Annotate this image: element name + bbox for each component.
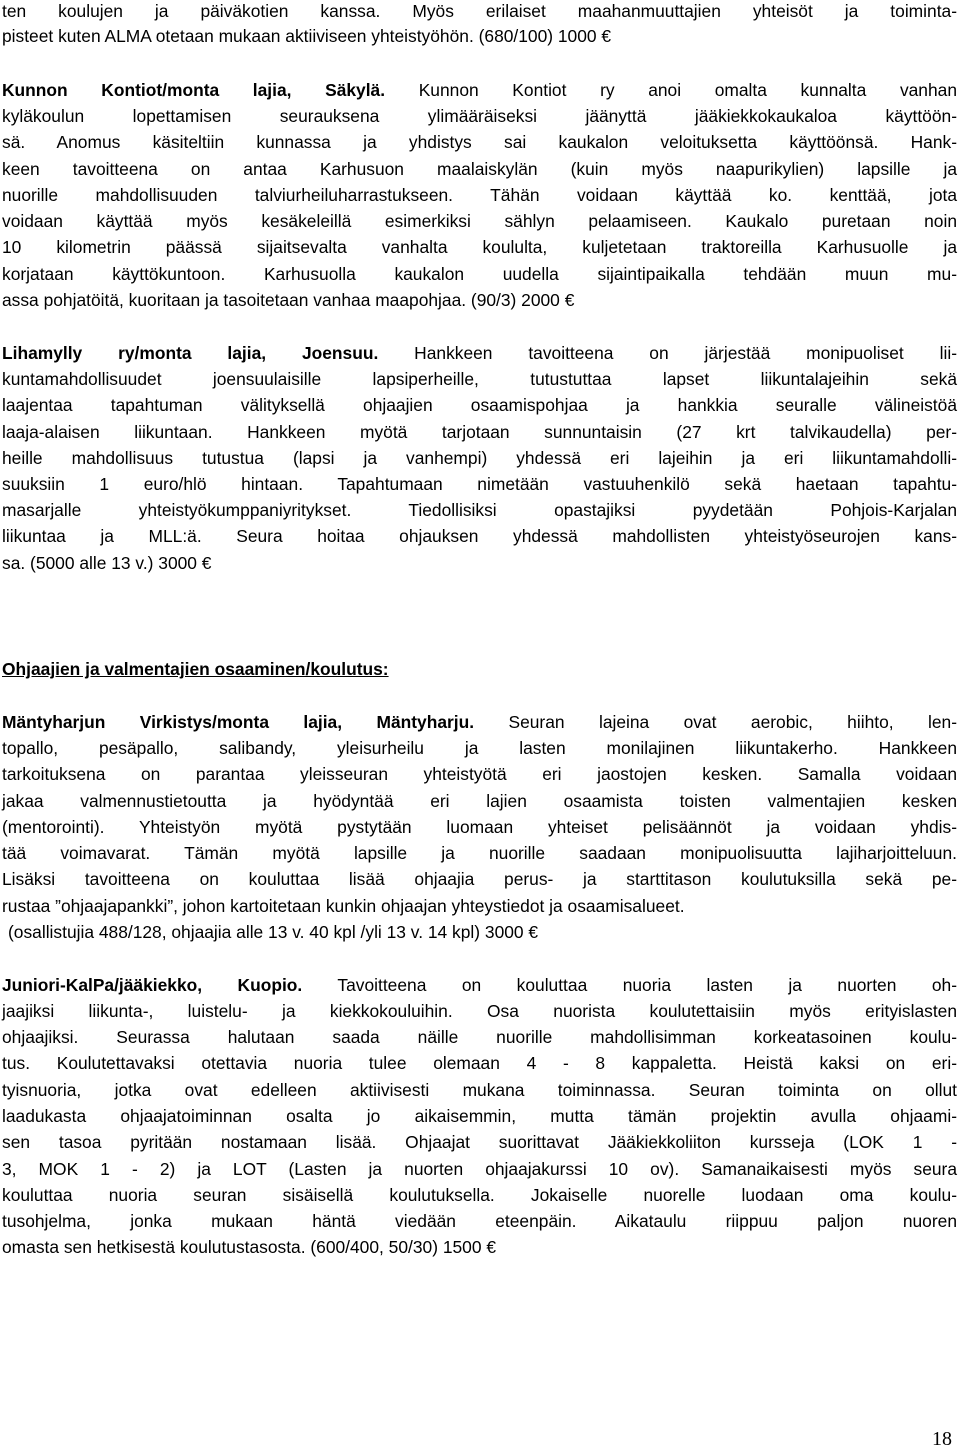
text-line: (osallistujia 488/128, ohjaajia alle 13 v. 40 kpl /yli 13 v. 14 kpl) 3000 € — [8, 922, 539, 942]
text-line: masarjalle yhteistyökumppaniyritykset. Tiedollisiksi opastajiksi pyydetään Pohjois-Karjalan — [2, 500, 957, 520]
text-line: omasta sen hetkisestä koulutustasosta. (600/400, 50/30) 1500 € — [2, 1237, 497, 1257]
text-line: jakaa valmennustietoutta ja hyödyntää eri lajien osaamista toisten valmentajien kesken — [2, 791, 957, 811]
text-line: tusohjelma, jonka mukaan häntä viedään eteenpäin. Aikataulu riippuu paljon nuoren — [2, 1211, 957, 1231]
text-line: liikuntaa ja MLL:ä. Seura hoitaa ohjauksen yhdessä mahdollisten yhteistyöseurojen kans- — [2, 526, 957, 546]
text-line: laajentaa tapahtuman välityksellä ohjaajien osaamispohjaa ja hankkia seuralle välineistöä — [2, 395, 957, 415]
text-line: kuntamahdollisuudet joensuulaisille lapsiperheille, tutustuttaa lapset liikuntalajeihin sekä — [2, 369, 957, 389]
text-line: kouluttaa nuoria seuran sisäisellä koulutuksella. Jokaiselle nuorelle luodaan oma koulu- — [2, 1185, 957, 1205]
text-line: (mentorointi). Yhteistyön myötä pystytään luomaan yhteiset pelisäännöt ja voidaan yhdis- — [2, 817, 957, 837]
text-line: suuksiin 1 euro/hlö hintaan. Tapahtumaan nimetään vastuuhenkilö sekä haetaan tapahtu- — [2, 474, 957, 494]
text-line: rustaa ”ohjaajapankki”, johon kartoitetaan kunkin ohjaajan yhteystiedot ja osaamisalueet. — [2, 896, 685, 916]
text-run: Hankkeen tavoitteena on järjestää monipuoliset lii- — [378, 343, 958, 363]
text-line: tus. Koulutettavaksi otettavia nuoria tulee olemaan 4 - 8 kappaletta. Heistä kaksi on eri- — [2, 1053, 957, 1073]
text-line — [2, 709, 957, 736]
text-line: topallo, pesäpallo, salibandy, yleisurheilu ja lasten monilajinen liikuntakerho. Hankkeen — [2, 738, 957, 758]
text-line: ohjaajiksi. Seurassa halutaan saada näille nuorille mahdollisimman korkeatasoinen koulu- — [2, 1027, 957, 1047]
text-line: kyläkoulun lopettamisen seurauksena ylimääräiseksi jäänyttä jääkiekkokaukaloa käyttöön- — [2, 106, 957, 126]
text-line: laadukasta ohjaajatoiminnan osalta jo aikaisemmin, mutta tämän projektin avulla ohjaami- — [2, 1106, 957, 1126]
text-line: pisteet kuten ALMA otetaan mukaan aktiiviseen yhteistyöhön. (680/100) 1000 € — [2, 26, 612, 46]
text-line: jaajiksi liikunta-, luistelu- ja kiekkokouluihin. Osa nuorista koulutettaisiin myös erityislasten — [2, 1001, 957, 1021]
text-line: 3, MOK 1 - 2) ja LOT (Lasten ja nuorten ohjaajakurssi 10 ov). Samanaikaisesti myös seura — [2, 1159, 957, 1179]
text-line: assa pohjatöitä, kuoritaan ja tasoitetaan vanhaa maapohjaa. (90/3) 2000 € — [2, 290, 575, 310]
text-line — [2, 972, 957, 999]
text-line: laaja-alaisen liikuntaan. Hankkeen myötä tarjotaan sunnuntaisin (27 krt talvikaudella) per- — [2, 422, 957, 442]
text-line: tyisnuoria, jotka ovat edelleen aktiivisesti mukana toiminnassa. Seuran toiminta on ollut — [2, 1080, 957, 1100]
text-line — [2, 77, 957, 104]
project-title: Juniori-KalPa/jääkiekko, Kuopio. — [2, 975, 303, 995]
project-title: Kunnon Kontiot/monta lajia, Säkylä. — [2, 80, 386, 100]
text-line: heille mahdollisuus tutustua (lapsi ja vanhempi) yhdessä eri lajeihin ja eri liikuntamahdolli- — [2, 448, 957, 468]
section-heading: Ohjaajien ja valmentajien osaaminen/koulutus: — [2, 659, 389, 679]
text-run: Kunnon Kontiot ry anoi omalta kunnalta vanhan — [385, 80, 957, 100]
text-line: tarkoituksena on parantaa yleisseuran yhteistyötä eri jaostojen kesken. Samalla voidaan — [2, 764, 957, 784]
text-run: Tavoitteena on kouluttaa nuoria lasten ja nuorten oh- — [302, 975, 957, 995]
project-title: Mäntyharjun Virkistys/monta lajia, Mäntyharju. — [2, 712, 475, 732]
text-line: 10 kilometrin päässä sijaitsevalta vanhalta koululta, kuljetetaan traktoreilla Karhusuolle ja — [2, 237, 957, 257]
text-line: sä. Anomus käsiteltiin kunnassa ja yhdistys sai kaukalon veloituksetta käyttöönsä. Hank- — [2, 132, 957, 152]
text-line: sa. (5000 alle 13 v.) 3000 € — [2, 553, 212, 573]
text-line: Lisäksi tavoitteena on kouluttaa lisää ohjaajia perus- ja starttitason koulutuksilla sekä pe- — [2, 869, 957, 889]
text-run: Seuran lajeina ovat aerobic, hiihto, len- — [474, 712, 957, 732]
text-line: korjataan käyttökuntoon. Karhusuolla kaukalon uudella sijaintipaikalla tehdään muun mu- — [2, 264, 957, 284]
text-line: ten koulujen ja päiväkotien kanssa. Myös erilaiset maahanmuuttajien yhteisöt ja toiminta- — [2, 1, 957, 21]
text-line — [2, 340, 957, 367]
project-title: Lihamylly ry/monta lajia, Joensuu. — [2, 343, 379, 363]
text-line: voidaan käyttää myös kesäkeleillä esimerkiksi sählyn pelaamiseen. Kaukalo puretaan noin — [2, 211, 957, 231]
text-line: tää voimavarat. Tämän myötä lapsille ja nuorille saadaan monipuolisuutta lajiharjoitteluun. — [2, 843, 957, 863]
text-line: nuorille mahdollisuuden talviurheiluharrastukseen. Tähän voidaan käyttää ko. kenttää, jota — [2, 185, 957, 205]
text-line: keen tavoitteena on antaa Karhusuon maalaiskylän (kuin myös naapurikylien) lapsille ja — [2, 159, 957, 179]
page-number: 18 — [932, 1428, 952, 1450]
text-line: sen tasoa pyritään nostamaan lisää. Ohjaajat suorittavat Jääkiekkoliiton kursseja (LOK 1 - — [2, 1132, 957, 1152]
